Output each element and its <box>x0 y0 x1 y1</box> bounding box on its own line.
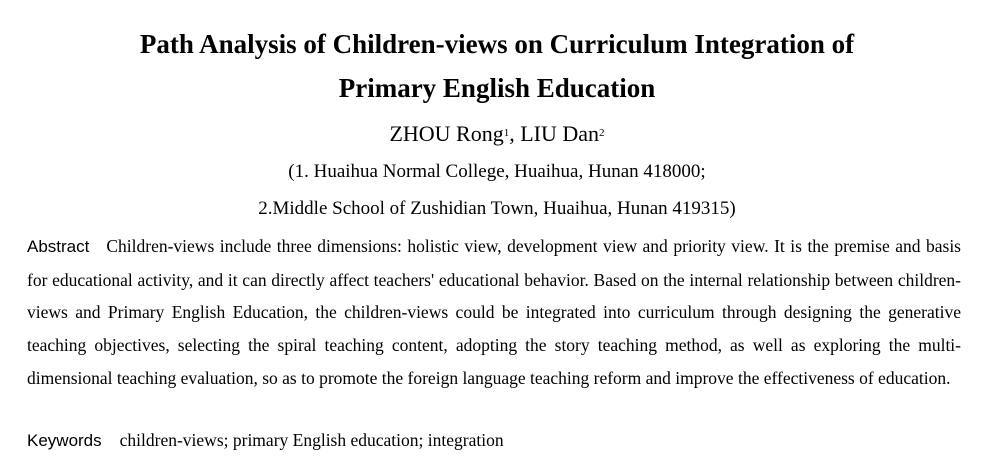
author-separator: , <box>509 121 521 146</box>
keywords-text: children-views; primary English education; integration <box>119 430 504 450</box>
affiliation-line: 2.Middle School of Zushidian Town, Huaihua, Hunan 419315) <box>258 198 736 219</box>
paper-title-line-1: Path Analysis of Children-views on Curriculum Integration of <box>139 29 855 59</box>
author-list <box>0 119 994 149</box>
abstract-label: Abstract <box>27 237 90 256</box>
author-affiliation-mark: 2 <box>599 127 605 139</box>
affiliation-line: (1. Huaihua Normal College, Huaihua, Hunan 418000; <box>288 161 706 182</box>
author-name: ZHOU Rong <box>389 121 504 146</box>
author-name: LIU Dan <box>520 121 600 146</box>
paper-title-line-2: Primary English Education <box>338 73 656 103</box>
abstract-text: Children-views include three dimensions: holistic view, development view and priority view. It is the premise and basis for educational activity, and it can directly affect teachers' educational behavior. Based on the internal relationship between children-views and Primary English Education, the children-views could be integrated into curriculum through designing the generative teaching objectives, selecting the spiral teaching content, adopting the story teaching method, as well as exploring the multi-dimensional teaching evaluation, so as to promote the foreign language teaching reform and improve the effectiveness of education. <box>27 236 961 388</box>
keywords-label: Keywords <box>27 431 102 450</box>
abstract-section <box>27 230 961 395</box>
author-affiliation-mark: 1 <box>503 127 510 139</box>
keywords-section <box>27 426 961 455</box>
